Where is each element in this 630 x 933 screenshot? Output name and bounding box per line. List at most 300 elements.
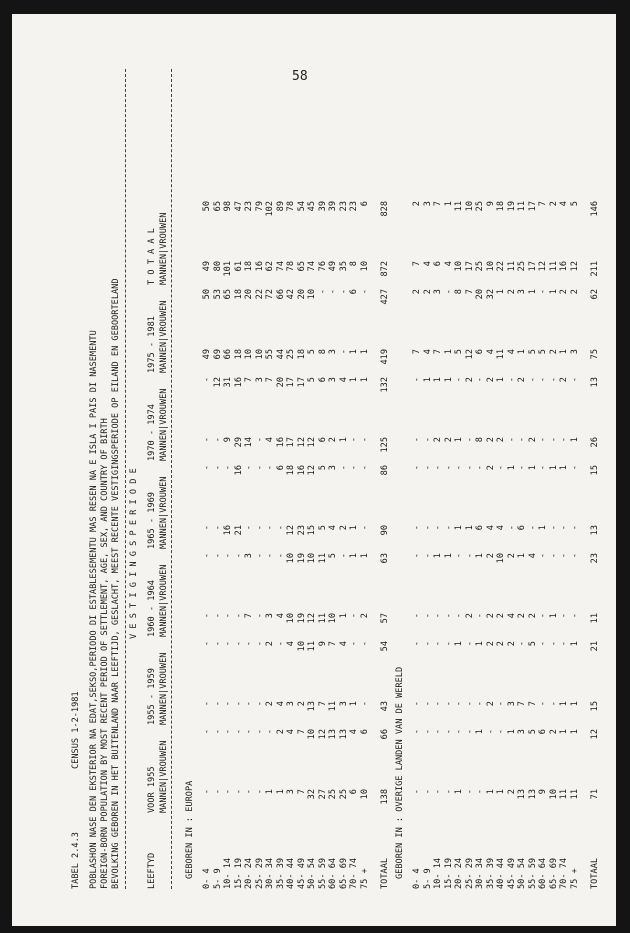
value-cell: 10 [454,261,464,272]
value-cell: 80 [212,261,223,272]
value-cell: - [422,641,433,647]
value-cell: - [233,701,244,707]
value-cell: 23 [244,201,254,212]
value-cell: 49 [202,261,212,272]
value-cell: 101 [223,261,233,277]
value-cell: 7 [538,201,548,207]
document-page [12,14,616,926]
value-cell: 16 [233,377,244,388]
value-cell: - [233,641,244,647]
value-cell: 1 [569,701,580,707]
value-cell: 63 [380,553,390,564]
value-cell: - [464,465,475,471]
value-cell: 1 [275,789,286,795]
value-cell: 66 [380,729,390,740]
value-cell: 32 [307,789,317,800]
value-cell: 10 [328,613,338,624]
value-cell: 35 [338,261,349,272]
value-cell: 42 [286,289,296,300]
value-cell: 10 [307,729,317,740]
value-cell: 13 [338,729,349,740]
value-cell: - [412,701,422,707]
value-cell: 7 [527,701,538,707]
value-cell: - [202,641,212,647]
value-cell: 12 [464,349,475,360]
value-cell: 1 [517,553,527,559]
value-cell: - [464,641,475,647]
age-cell: 60- 64 [328,857,338,889]
value-cell: 39 [317,201,328,212]
value-cell: 2 [433,437,443,443]
value-cell: 20 [244,289,254,300]
value-cell: - [538,437,548,443]
value-cell: 15 [590,701,600,712]
value-cell: - [464,437,475,443]
value-cell: 11 [559,789,569,800]
value-cell: 9 [485,201,496,207]
value-cell: 5 [328,553,338,559]
age-cell: 10- 14 [223,857,233,889]
age-cell: 75 + [569,868,580,889]
sex-subheader: MANNEN|VROUWEN [159,652,169,725]
value-cell: 7 [317,701,328,707]
value-cell: 1 [349,525,359,531]
value-cell: - [422,613,433,619]
value-cell: 5 [538,349,548,355]
value-cell: - [454,613,464,619]
value-cell: - [244,641,254,647]
age-cell: 25- 29 [464,857,475,889]
value-cell: 4 [506,613,517,619]
value-cell: - [433,729,443,735]
value-cell: 10 [485,261,496,272]
value-cell: 16 [233,465,244,476]
value-cell: 69 [212,349,223,360]
age-cell: TOTAAL [380,857,390,889]
period-header: 1975 - 1981 [147,316,157,373]
age-cell: 0- 4 [202,868,212,889]
value-cell: 17 [296,377,307,388]
age-cell: 40- 44 [496,857,506,889]
sex-subheader: MANNEN|VROUWEN [159,388,169,461]
value-cell: 78 [286,201,296,212]
value-cell: - [443,701,454,707]
value-cell: 5 [569,201,580,207]
value-cell: 2 [548,729,559,735]
value-cell: 12 [569,261,580,272]
value-cell: 4 [265,437,275,443]
value-cell: 1 [548,465,559,471]
value-cell: 76 [317,261,328,272]
age-cell: 70- 74 [559,857,569,889]
age-cell: 70- 74 [349,857,359,889]
value-cell: - [443,613,454,619]
value-cell: 25 [517,261,527,272]
value-cell: 16 [223,525,233,536]
value-cell: 49 [328,261,338,272]
value-cell: 66 [275,289,286,300]
value-cell: 1 [454,789,464,795]
age-cell: 75 + [359,868,370,889]
age-cell: 30- 34 [265,857,275,889]
value-cell: 6 [475,349,485,355]
value-cell: 1 [443,349,454,355]
page-number: 58 [292,69,308,84]
value-cell: 7 [517,701,527,707]
value-cell: 71 [590,789,600,800]
divider [125,69,126,889]
value-cell: 54 [296,201,307,212]
value-cell: - [569,553,580,559]
value-cell: 5 [307,377,317,383]
value-cell: - [233,553,244,559]
value-cell: 2 [506,641,517,647]
value-cell: 1 [433,377,443,383]
value-cell: 2 [517,377,527,383]
value-cell: 3 [244,553,254,559]
value-cell: - [244,525,254,531]
value-cell: 74 [275,261,286,272]
value-cell: 4 [286,641,296,647]
value-cell: 2 [359,613,370,619]
value-cell: 2 [338,525,349,531]
value-cell: - [433,525,443,531]
age-cell: 50- 54 [517,857,527,889]
value-cell: - [212,525,223,531]
value-cell: 1 [359,349,370,355]
value-cell: 2 [265,701,275,707]
value-cell: 65 [296,261,307,272]
value-cell: - [412,377,422,383]
value-cell: - [475,377,485,383]
value-cell: 18 [233,349,244,360]
value-cell: - [443,641,454,647]
value-cell: 5 [527,729,538,735]
value-cell: 10 [296,641,307,652]
value-cell: 2 [485,465,496,471]
value-cell: 7 [412,349,422,355]
value-cell: - [223,701,233,707]
value-cell: - [569,613,580,619]
value-cell: 2 [275,729,286,735]
age-cell: 30- 34 [475,857,485,889]
value-cell: - [412,437,422,443]
value-cell: - [244,465,254,471]
value-cell: - [569,465,580,471]
value-cell: - [254,701,265,707]
age-cell: 5- 9 [212,868,223,889]
value-cell: - [254,789,265,795]
value-cell: 6 [433,261,443,267]
age-cell: 55- 59 [527,857,538,889]
value-cell: - [527,377,538,383]
value-cell: 3 [286,789,296,795]
value-cell: - [464,729,475,735]
value-cell: - [538,701,548,707]
sex-subheader: MANNEN|VROUWEN [159,740,169,813]
value-cell: - [233,789,244,795]
value-cell: 419 [380,349,390,365]
value-cell: 1 [559,729,569,735]
value-cell: - [443,789,454,795]
value-cell: - [559,553,569,559]
value-cell: 5 [317,465,328,471]
value-cell: 1 [359,553,370,559]
value-cell: 23 [296,525,307,536]
value-cell: 2 [496,437,506,443]
value-cell: - [338,289,349,295]
value-cell: 1 [569,729,580,735]
value-cell: - [475,465,485,471]
value-cell: 19 [506,201,517,212]
value-cell: 1 [475,729,485,735]
value-cell: - [254,729,265,735]
value-cell: 4 [286,729,296,735]
value-cell: 1 [475,553,485,559]
value-cell: 427 [380,289,390,305]
value-cell: - [422,701,433,707]
value-cell: 12 [590,729,600,740]
value-cell: - [517,641,527,647]
value-cell: 61 [233,261,244,272]
value-cell: - [202,465,212,471]
age-cell: 15- 19 [233,857,244,889]
age-cell: 10- 14 [433,857,443,889]
value-cell: - [254,553,265,559]
value-cell: 55 [265,349,275,360]
value-cell: - [412,789,422,795]
value-cell: 15 [590,465,600,476]
value-cell: - [548,701,559,707]
value-cell: - [464,789,475,795]
value-cell: 4 [506,349,517,355]
value-cell: - [244,729,254,735]
value-cell: 7 [296,789,307,795]
value-cell: 49 [202,349,212,360]
age-cell: 60- 64 [538,857,548,889]
value-cell: - [412,465,422,471]
age-cell: 0- 4 [412,868,422,889]
value-cell: - [223,641,233,647]
value-cell: 17 [464,261,475,272]
value-cell: - [223,789,233,795]
value-cell: 13 [307,701,317,712]
value-cell: - [433,465,443,471]
value-cell: 6 [517,525,527,531]
age-cell: 20- 24 [244,857,254,889]
value-cell: 44 [275,349,286,360]
value-cell: 12 [296,437,307,448]
value-cell: 6 [275,465,286,471]
value-cell: - [359,465,370,471]
value-cell: 1 [422,377,433,383]
value-cell: - [275,525,286,531]
value-cell: 1 [485,789,496,795]
value-cell: 14 [244,437,254,448]
age-cell: 50- 54 [307,857,317,889]
value-cell: 79 [254,201,265,212]
value-cell: - [254,465,265,471]
value-cell: - [202,525,212,531]
value-cell: 3 [286,701,296,707]
value-cell: 16 [275,437,286,448]
value-cell: - [559,613,569,619]
value-cell: 1 [454,437,464,443]
value-cell: - [349,465,359,471]
value-cell: 13 [517,789,527,800]
value-cell: - [422,465,433,471]
age-cell: 40- 44 [286,857,296,889]
value-cell: - [328,289,338,295]
value-cell: 11 [548,261,559,272]
value-cell: 10 [286,613,296,624]
value-cell: 10 [359,261,370,272]
value-cell: 3 [265,613,275,619]
value-cell: 1 [527,465,538,471]
value-cell: 4 [349,729,359,735]
value-cell: 53 [212,289,223,300]
value-cell: 1 [349,701,359,707]
value-cell: 2 [527,613,538,619]
value-cell: 25 [475,261,485,272]
value-cell: - [433,701,443,707]
value-cell: - [559,641,569,647]
value-cell: - [517,437,527,443]
value-cell: 15 [307,525,317,536]
value-cell: 5 [527,349,538,355]
value-cell: 20 [475,289,485,300]
value-cell: - [548,641,559,647]
value-cell: 102 [265,201,275,217]
value-cell: - [433,613,443,619]
value-cell: - [538,613,548,619]
period-header: 1970 - 1974 [147,404,157,461]
value-cell: - [349,437,359,443]
value-cell: 211 [590,261,600,277]
value-cell: 16 [254,261,265,272]
value-cell: 2 [527,437,538,443]
value-cell: 2 [559,289,569,295]
age-cell: 5- 9 [422,868,433,889]
value-cell: 4 [275,701,286,707]
value-cell: - [244,789,254,795]
value-cell: 12 [212,377,223,388]
value-cell: 22 [254,289,265,300]
value-cell: 21 [590,641,600,652]
value-cell: - [412,525,422,531]
value-cell: 50 [202,201,212,212]
value-cell: 10 [359,789,370,800]
value-cell: 1 [559,349,569,355]
value-cell: 4 [559,201,569,207]
value-cell: 18 [296,349,307,360]
value-cell: 10 [496,553,506,564]
value-cell: 17 [527,261,538,272]
value-cell: 7 [433,201,443,207]
age-cell: TOTAAL [590,857,600,889]
value-cell: 23 [338,201,349,212]
value-cell: - [559,525,569,531]
value-cell: 1 [548,289,559,295]
value-cell: 2 [485,553,496,559]
value-cell: 10 [464,201,475,212]
value-cell: 4 [328,525,338,531]
value-cell: 2 [548,349,559,355]
value-cell: 31 [223,377,233,388]
value-cell: 6 [538,729,548,735]
age-cell: 35- 39 [485,857,496,889]
value-cell: 21 [233,525,244,536]
age-cell: 65- 69 [338,857,349,889]
rotated-table [67,29,607,889]
value-cell: - [244,701,254,707]
value-cell: - [254,525,265,531]
value-cell: 11 [496,349,506,360]
value-cell: 20 [275,377,286,388]
value-cell: 132 [380,377,390,393]
value-cell: 26 [590,437,600,448]
value-cell: 16 [296,465,307,476]
value-cell: 4 [275,613,286,619]
value-cell: - [233,729,244,735]
value-cell: 3 [254,377,265,383]
value-cell: 7 [433,349,443,355]
value-cell: 4 [422,261,433,267]
value-cell: - [338,553,349,559]
value-cell: 1 [517,349,527,355]
value-cell: 72 [265,289,275,300]
value-cell: - [422,729,433,735]
value-cell: - [538,289,548,295]
value-cell: 2 [496,613,506,619]
value-cell: 7 [464,289,475,295]
value-cell: 1 [496,377,506,383]
value-cell: - [443,729,454,735]
divider [171,69,172,889]
value-cell: - [212,613,223,619]
value-cell: 1 [443,377,454,383]
value-cell: 90 [380,525,390,536]
value-cell: 872 [380,261,390,277]
value-cell: 32 [485,289,496,300]
value-cell: - [359,701,370,707]
title-dutch: BEVOLKING GEBOREN IN HET BUITENLAND NAAR LEEFTIJD, GESLACHT, MEEST RECENTE VESTIGINGSPERIODE OP EILAND EN GEBOORTELAND [111,278,121,889]
value-cell: - [233,613,244,619]
value-cell: 1 [559,701,569,707]
value-cell: 4 [338,641,349,647]
value-cell: - [422,525,433,531]
value-cell: 2 [485,377,496,383]
value-cell: - [223,613,233,619]
value-cell: 146 [590,201,600,217]
value-cell: - [254,613,265,619]
value-cell: 2 [485,437,496,443]
value-cell: 6 [349,789,359,795]
value-cell: 17 [286,377,296,388]
value-cell: - [265,465,275,471]
value-cell: 78 [286,261,296,272]
period-header: 1955 - 1959 [147,668,157,725]
value-cell: 54 [380,641,390,652]
value-cell: 47 [233,201,244,212]
value-cell: - [338,349,349,355]
period-header: T O T A A L [147,228,157,285]
value-cell: - [422,553,433,559]
value-cell: - [538,377,548,383]
value-cell: 1 [359,377,370,383]
value-cell: - [433,641,443,647]
value-cell: - [212,465,223,471]
